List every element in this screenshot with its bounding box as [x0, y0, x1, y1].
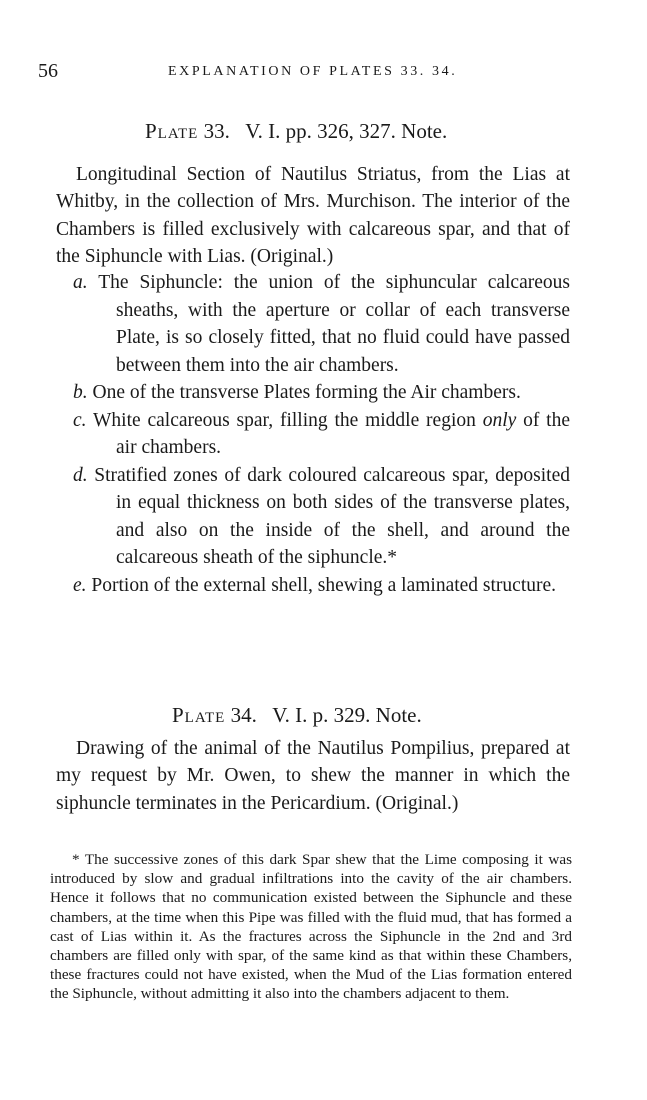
- legend-text: One of the transverse Plates forming the Air chambers.: [92, 382, 521, 403]
- plate-34-label: Plate: [172, 703, 226, 727]
- plate-33-description: Longitudinal Section of Nautilus Striatus, from the Lias at Whitby, in the collection of Mrs. Murchison. The interior of the Chambers is filled exclusively with calcareous spar, and that of the Siphuncle with Lias. (Original.): [56, 164, 570, 267]
- legend-text: Stratified zones of dark coloured calcareous spar, deposited in equal thickness on both sides of the transverse plates, and also on the inside of the shell, and around the calcareous sheath of the siphuncle.*: [94, 464, 571, 568]
- legend-letter: d.: [73, 464, 88, 486]
- plate-33-legend: [56, 269, 570, 599]
- legend-text: White calcareous spar, filling the middle region: [93, 409, 476, 431]
- running-head: EXPLANATION OF PLATES 33. 34.: [168, 64, 458, 79]
- legend-text: The Siphuncle: the union of the siphuncular calcareous sheaths, with the aperture or collar of each transverse Plate, is so closely fitted, that no fluid could have passed between them into the air chambers.: [98, 272, 570, 376]
- plate-33-label: Plate: [145, 119, 199, 143]
- plate-33-number: 33.: [203, 119, 230, 143]
- legend-item-d: [56, 462, 570, 572]
- legend-letter: a.: [73, 272, 88, 293]
- plate-34-heading: [172, 703, 422, 728]
- legend-item-a: [56, 269, 570, 379]
- legend-item-b: [56, 379, 570, 407]
- plate-33-heading: [145, 119, 447, 144]
- legend-letter: b.: [73, 382, 88, 403]
- legend-item-c: [56, 407, 570, 462]
- plate-33-reference: V. I. pp. 326, 327. Note.: [245, 119, 448, 143]
- footnote: * The successive zones of this dark Spar shew that the Lime composing it was introduced by slow and gradual infiltrations into the cavity of the air chambers. Hence it follows that no communication existed between the Siphuncle and these chambers, at the time when this Pipe was filled with the fluid mud, that has formed a cast of Lias within it. As the fractures across the Siphuncle in the 2nd and 3rd chambers are filled only with spar, of the same kind as that within these Chambers, these fractures could not have existed, when the Mud of the Lias formation entered the Siphuncle, without admitting it also into the chambers adjacent to them.: [50, 851, 572, 1003]
- page-number: 56: [38, 60, 58, 82]
- plate-34-reference: V. I. p. 329. Note.: [272, 703, 422, 727]
- plate-34-description: Drawing of the animal of the Nautilus Pompilius, prepared at my request by Mr. Owen, to shew the manner in which the siphuncle terminates in the Pericardium. (Original.): [56, 738, 570, 814]
- legend-letter: c.: [73, 409, 87, 431]
- legend-item-e: [56, 572, 570, 600]
- plate-34-number: 34.: [230, 703, 257, 727]
- legend-text: of the air chambers.: [116, 409, 571, 458]
- legend-text: Portion of the external shell, shewing a laminated structure.: [91, 574, 557, 596]
- legend-emphasis: only: [482, 409, 517, 431]
- legend-letter: e.: [73, 574, 87, 596]
